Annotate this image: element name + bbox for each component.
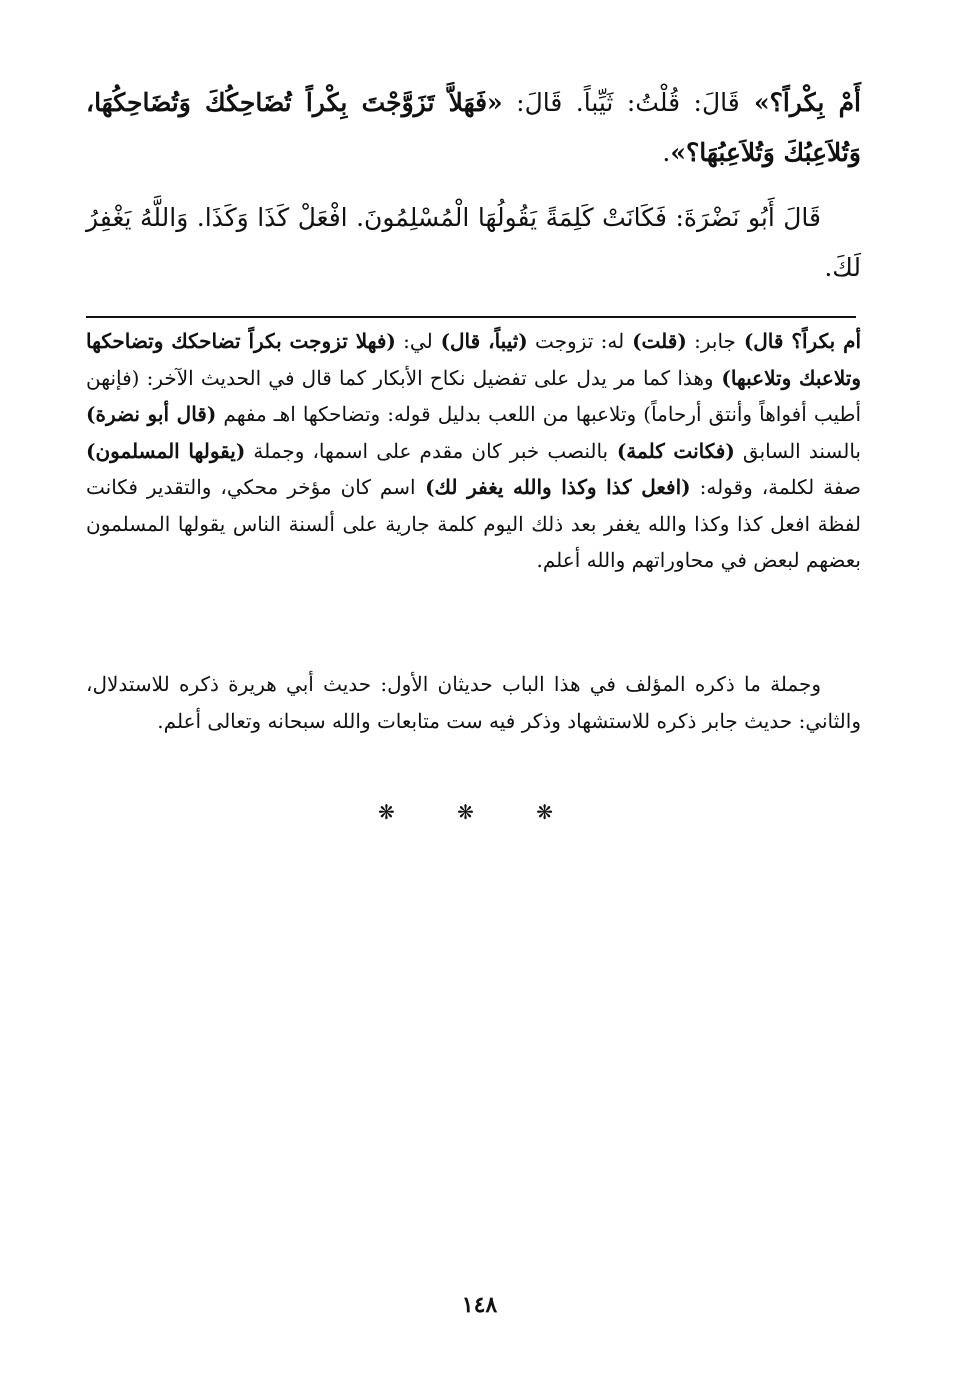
sharh-segment: (فهلا تزوجت بكراً تضاحكك وتضاحكها وتلاعبك وتلاعبها)	[86, 329, 861, 390]
sharh-segment: له: تزوجت	[527, 329, 625, 353]
hadith-text-continued	[86, 78, 861, 178]
sharh-segment: بالسند السابق	[734, 438, 861, 463]
sharh-segment: (يقولها المسلمون)	[86, 438, 246, 463]
sharh-segment: جابر:	[686, 329, 736, 353]
page-number: ١٤٨	[461, 1292, 498, 1318]
chapter-summary-paragraph: وجملة ما ذكره المؤلف في هذا الباب حديثان الأول: حديث أبي هريرة ذكره للاستدلال، والثاني: حديث جابر ذكره للاستشهاد وذكر فيه ست متابعات والله سبحانه وتعالى أعلم.	[86, 672, 861, 733]
commentary-paragraph	[86, 323, 861, 579]
sharh-segment: (قلت)	[624, 329, 687, 353]
sharh-segment: اسم كان مؤخر محكي، والتقدير فكانت لفظة افعل كذا وكذا والله يغفر بعد ذلك اليوم كلمة جارية على ألسنة الناس يقولها المسلمون بعضهم لبعض في محاوراتهم والله أعلم.	[86, 475, 861, 572]
sharh-segment: (افعل كذا وكذا والله يغفر لك)	[415, 475, 691, 499]
sharh-segment: بالنصب خبر كان مقدم على اسمها، وجملة	[245, 438, 609, 463]
footnote-divider	[86, 316, 856, 318]
section-separator: ❋ ❋ ❋	[378, 800, 581, 824]
matn-segment: «فَهَلاَّ تَزَوَّجْتَ بِكْراً تُضَاحِكُكَ وَتُضَاحِكُهَا، وَتُلاَعِبُكَ وَتُلاَعِبُهَا؟»	[86, 88, 861, 167]
sharh-segment: (ثيباً، قال)	[432, 329, 528, 353]
matn-segment: .	[662, 138, 671, 167]
sharh-segment: وهذا كما مر يدل على تفضيل نكاح الأبكار كما قال في الحديث الآخر: (فإنهن أطيب أفواهاً وأنتق أرحاماً) وتلاعبها من اللعب بدليل قوله: وتضاحكها اهـ مفهم	[86, 365, 862, 426]
sharh-segment: لي:	[395, 329, 433, 353]
sharh-segment: (قال أبو نضرة)	[86, 402, 217, 426]
matn-segment: أَمْ بِكْراً؟»	[739, 88, 861, 117]
matn-segment: قَالَ: قُلْتُ: ثَيِّباً. قَالَ:	[502, 88, 740, 117]
sharh-segment: صفة لكلمة، وقوله:	[690, 475, 861, 499]
sharh-segment: أم بكراً؟ قال)	[735, 329, 862, 353]
sharh-segment: (فكانت كلمة)	[608, 438, 735, 463]
abu-nadra-statement: قَالَ أَبُو نَضْرَةَ: فَكَانَتْ كَلِمَةً يَقُولُهَا الْمُسْلِمُونَ. افْعَلْ كَذَا وَكَذَا. وَاللَّهُ يَغْفِرُ لَكَ.	[86, 203, 861, 282]
